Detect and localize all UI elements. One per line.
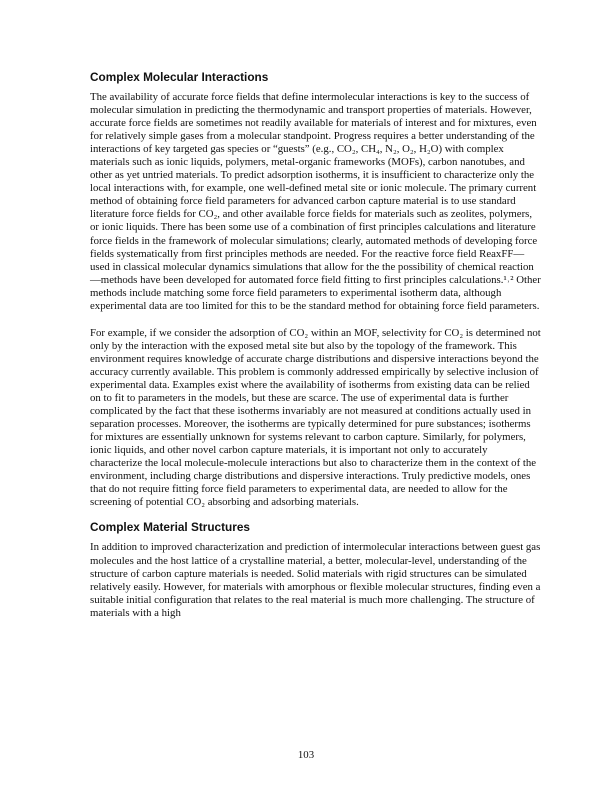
paragraph-force-fields: The availability of accurate force fields that define intermolecular interactions is key to the success of molecular simulation in predicting the thermodynamic and transport properties of materials. However, accurate force fields are sometimes not readily available for materials of interest and for mixtures, even for relatively simple gases from a molecular standpoint. Progress requires a better understanding of the interactions of key targeted gas species or “guests” (e.g., CO₂, CH₄, N₂, O₂, H₂O) with complex materials such as ionic liquids, polymers, metal-organic frameworks (MOFs), carbon nanotubes, and other as yet untried materials. To predict adsorption isotherms, it is insufficient to characterize only the local interactions with, for example, one well-defined metal site or ionic molecule. The primary current method of obtaining force field parameters for advanced carbon capture material is to use standard literature force fields for CO₂, and other available force fields for materials such as zeolites, polymers, or ionic liquids. There has been some use of a combination of first principles calculations and literature force fields in the framework of molecular simulations; clearly, automated methods of developing force fields systematically from first principles methods are needed. For the reactive force field ReaxFF—used in classical molecular dynamics simulations that allow for the the possibility of chemical reaction—methods have been developed for automated force field fitting to first principles calculations.¹˒² Other methods include matching some force field parameters to experimental isotherm data, although experimental data are too limited for this to be the standard method for obtaining force field parameters.	[90, 91, 541, 312]
paragraph-material-structures: In addition to improved characterization and prediction of intermolecular interactions between guest gas molecules and the host lattice of a crystalline material, a better, molecular-level, understanding of the structure of carbon capture materials is needed. Solid materials with rigid structures can be simulated relatively easily. However, for materials with amorphous or flexible molecular structures, finding even a suitable initial configuration that relates to the real material is much more challenging. The structure of materials with a high	[90, 541, 541, 619]
page-number: 103	[297, 749, 315, 761]
section-heading-complex-molecular-interactions: Complex Molecular Interactions	[90, 70, 269, 84]
page-content	[90, 70, 541, 633]
paragraph-co2-adsorption-mof: For example, if we consider the adsorption of CO₂ within an MOF, selectivity for CO₂ is determined not only by the interaction with the exposed metal site but also by the topology of the framework. This environment requires knowledge of accurate charge distributions and dispersive interactions beyond the accuracy currently available. This problem is commonly addressed empirically by selective inclusion of experimental data. Examples exist where the availability of isotherms from existing data can be relied on to fit to parameters in the models, but these are scarce. The use of experimental data is further complicated by the fact that these isotherms invariably are not measured at conditions actually used in separation processes. Moreover, the isotherms are typically determined for pure substances; isotherms for mixtures are essentially unknown for systems relevant to carbon capture. Similarly, for polymers, ionic liquids, and other novel carbon capture materials, it is important not only to accurately characterize the local molecule-molecule interactions but also to characterize them in the context of the environment, including charge distributions and dispersive interactions. Truly predictive models, ones that do not require fitting force field parameters to experimental data, are needed to allow for the screening of potential CO₂ absorbing and adsorbing materials.	[90, 326, 541, 509]
section-heading-complex-material-structures: Complex Material Structures	[90, 520, 250, 535]
